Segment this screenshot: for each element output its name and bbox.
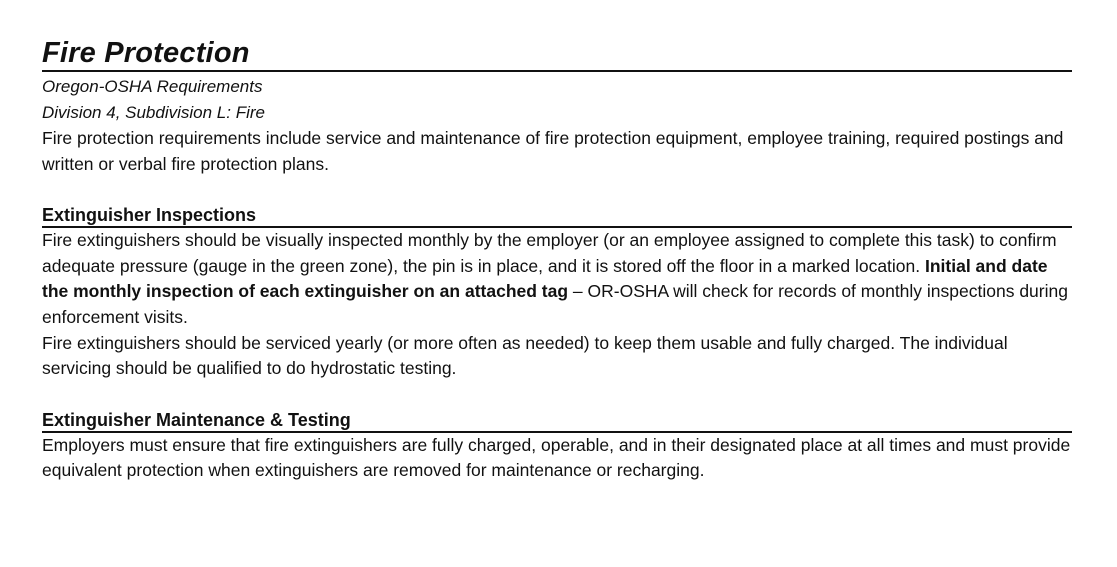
inspection-text-end: – OR-OSHA will check for records of monthly inspections during enforcement visits.: [42, 281, 1068, 327]
inspection-paragraph: [42, 228, 1072, 330]
inspection-emphasis: Initial and date the monthly inspection of each extinguisher on an attached tag: [42, 255, 1048, 302]
intro-paragraph: Fire protection requirements include service and maintenance of fire protection equipment, employee training, required postings and written or verbal fire protection plans.: [42, 128, 1064, 174]
servicing-paragraph: Fire extinguishers should be serviced yearly (or more often as needed) to keep them usable and fully charged. The individual servicing should be qualified to do hydrostatic testing.: [42, 332, 1008, 379]
page-title: Fire Protection: [42, 36, 1072, 72]
section-heading: Extinguisher Inspections: [42, 204, 1072, 228]
subtitle-line-agency: Oregon-OSHA Requirements: [42, 77, 263, 96]
section-extinguisher-inspections: [42, 204, 1072, 382]
subtitle-block: [42, 74, 1072, 126]
section-heading: Extinguisher Maintenance & Testing: [42, 409, 1072, 433]
maintenance-paragraph: Employers must ensure that fire extinguishers are fully charged, operable, and in their designated place at all times and must provide equivalent protection when extinguishers are removed for maintenance or recharging.: [42, 434, 1071, 481]
inspection-text-start: Fire extinguishers should be visually inspected monthly by the employer (or an employee assigned to complete this task) to confirm adequate pressure (gauge in the green zone), the pin is in place, and it is stored off the floor in a marked location.: [42, 230, 1057, 276]
section-maintenance-testing: [42, 409, 1072, 484]
document-page: [42, 36, 1072, 484]
subtitle-line-division: Division 4, Subdivision L: Fire: [42, 103, 265, 122]
